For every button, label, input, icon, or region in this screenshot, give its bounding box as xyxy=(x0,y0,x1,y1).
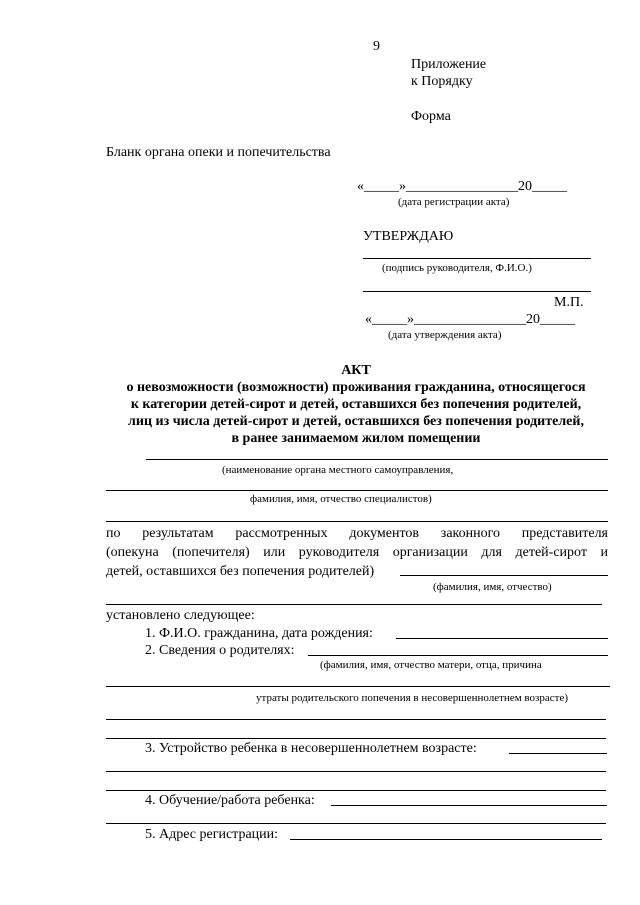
approval-title: УТВЕРЖДАЮ xyxy=(363,229,454,244)
parents-caption-cont: утраты родительского попечения в несовершеннолетнем возрасте) xyxy=(256,692,568,704)
registration-date-caption: (дата регистрации акта) xyxy=(398,196,510,208)
representative-caption: (фамилия, имя, отчество) xyxy=(433,581,552,593)
item-2-input-line[interactable] xyxy=(308,655,608,656)
body-line-3: детей, оставшихся без попечения родителей) xyxy=(106,564,375,579)
parents-caption: (фамилия, имя, отчество матери, отца, причина xyxy=(320,659,542,671)
representative-name-line[interactable] xyxy=(400,575,608,576)
specialists-caption: фамилия, имя, отчество специалистов) xyxy=(250,493,432,505)
item-2-label: 2. Сведения о родителях: xyxy=(145,643,295,658)
item-3-input-line[interactable] xyxy=(509,753,607,754)
approval-date-field[interactable]: «_____»________________20_____ xyxy=(365,312,575,327)
item-1-label: 1. Ф.И.О. гражданина, дата рождения: xyxy=(145,626,373,641)
parents-line-4[interactable] xyxy=(106,738,606,739)
act-subtitle-line-4: в ранее занимаемом жилом помещении xyxy=(231,431,481,446)
appendix-label: Приложение xyxy=(411,57,487,72)
item-4-input-line[interactable] xyxy=(331,805,607,806)
item-3-line-3[interactable] xyxy=(106,790,606,791)
appendix-reference: к Порядку xyxy=(411,74,473,89)
act-subtitle-line-2: к категории детей-сирот и детей, оставшихся без попечения родителей, xyxy=(130,397,582,412)
name-line[interactable] xyxy=(363,291,591,292)
authority-name-caption: (наименование органа местного самоуправления, xyxy=(222,464,454,476)
signature-caption: (подпись руководителя, Ф.И.О.) xyxy=(382,262,532,274)
stamp-label: М.П. xyxy=(554,295,584,310)
authority-name-line[interactable] xyxy=(146,459,608,460)
item-3-label: 3. Устройство ребенка в несовершеннолетнем возрасте: xyxy=(145,741,477,756)
body-line-2: (опекуна (попечителя) или руководителя организации для детей-сирот и xyxy=(106,545,608,560)
body-line-1: по результатам рассмотренных документов законного представителя xyxy=(106,526,608,541)
act-subtitle-line-3: лиц из числа детей-сирот и детей, оставшихся без попечения родителей, xyxy=(128,414,584,429)
item-4-label: 4. Обучение/работа ребенка: xyxy=(145,793,315,808)
approval-date-caption: (дата утверждения акта) xyxy=(388,329,502,341)
page-number: 9 xyxy=(373,39,380,54)
parents-line-2[interactable] xyxy=(106,686,610,687)
item-3-line-2[interactable] xyxy=(106,771,606,772)
registration-date-field[interactable]: «_____»________________20_____ xyxy=(357,179,567,194)
act-subtitle-line-1: о невозможности (возможности) проживания гражданина, относящегося xyxy=(126,380,586,395)
specialists-line[interactable] xyxy=(106,490,608,491)
item-4-line-2[interactable] xyxy=(106,823,606,824)
item-5-input-line[interactable] xyxy=(290,839,602,840)
parents-line-3[interactable] xyxy=(106,719,606,720)
authority-blank-label: Бланк органа опеки и попечительства xyxy=(106,145,331,160)
item-5-label: 5. Адрес регистрации: xyxy=(145,827,279,842)
form-label: Форма xyxy=(411,109,451,124)
item-1-input-line[interactable] xyxy=(396,638,608,639)
representative-line-2[interactable] xyxy=(106,604,602,605)
act-title: АКТ xyxy=(341,363,371,378)
specialists-line-2[interactable] xyxy=(106,521,608,522)
signature-line[interactable] xyxy=(363,258,591,259)
established-label: установлено следующее: xyxy=(106,608,255,623)
